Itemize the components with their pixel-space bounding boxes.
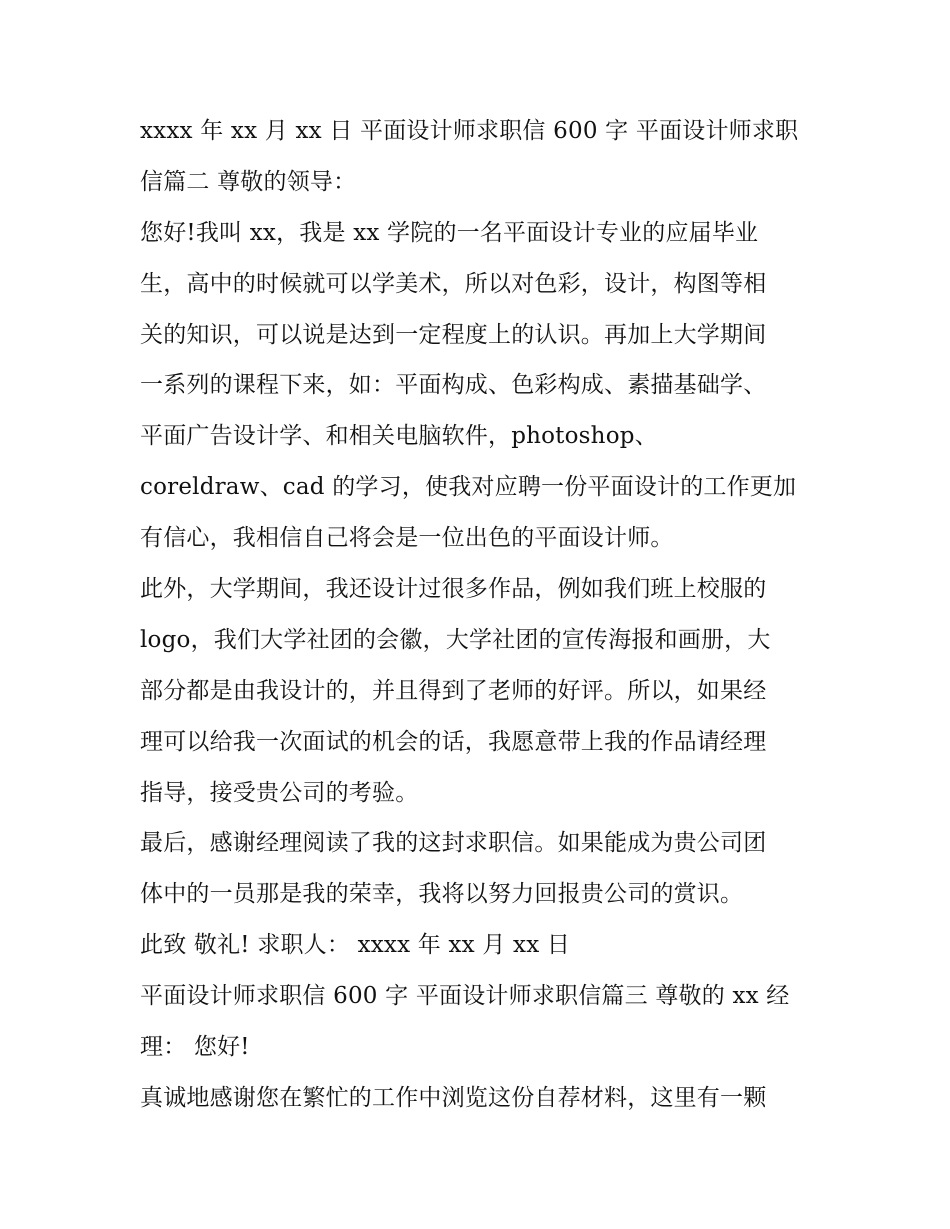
text-line: 真诚地感谢您在繁忙的工作中浏览这份自荐材料，这里有一颗 <box>140 1084 767 1111</box>
text-line: 此致 敬礼! 求职人： xxxx 年 xx 月 xx 日 <box>140 932 571 959</box>
text-line: 生，高中的时候就可以学美术，所以对色彩，设计，构图等相 <box>140 270 767 297</box>
text-line: 有信心，我相信自己将会是一位出色的平面设计师。 <box>140 525 674 552</box>
text-line: xxxx 年 xx 月 xx 日 平面设计师求职信 600 字 平面设计师求职 <box>140 118 799 144</box>
text-line: 理： 您好! <box>140 1034 250 1061</box>
text-line: 信篇二 尊敬的领导： <box>140 168 357 195</box>
text-line: 部分都是由我设计的，并且得到了老师的好评。所以，如果经 <box>140 677 767 704</box>
text-line: 最后，感谢经理阅读了我的这封求职信。如果能成为贵公司团 <box>140 830 767 857</box>
text-line: 理可以给我一次面试的机会的话，我愿意带上我的作品请经理 <box>140 728 767 755</box>
text-line: 关的知识，可以说是达到一定程度上的认识。再加上大学期间 <box>140 321 767 348</box>
text-line: logo，我们大学社团的会徽，大学社团的宣传海报和画册，大 <box>140 626 771 653</box>
text-line: 平面设计师求职信 600 字 平面设计师求职信篇三 尊敬的 xx 经 <box>140 983 790 1010</box>
text-line: 平面广告设计学、和相关电脑软件，photoshop、 <box>140 423 658 450</box>
text-line: 指导，接受贵公司的考验。 <box>140 779 419 806</box>
text-line: 您好!我叫 xx，我是 xx 学院的一名平面设计专业的应届毕业 <box>140 219 759 246</box>
text-line: 体中的一员那是我的荣幸，我将以努力回报贵公司的赏识。 <box>140 881 744 908</box>
text-line: coreldraw、cad 的学习，使我对应聘一份平面设计的工作更加 <box>140 474 797 501</box>
text-line: 此外，大学期间，我还设计过很多作品，例如我们班上校服的 <box>140 576 767 603</box>
letter-body <box>140 106 820 1124</box>
text-line: 一系列的课程下来，如：平面构成、色彩构成、素描基础学、 <box>140 372 767 399</box>
